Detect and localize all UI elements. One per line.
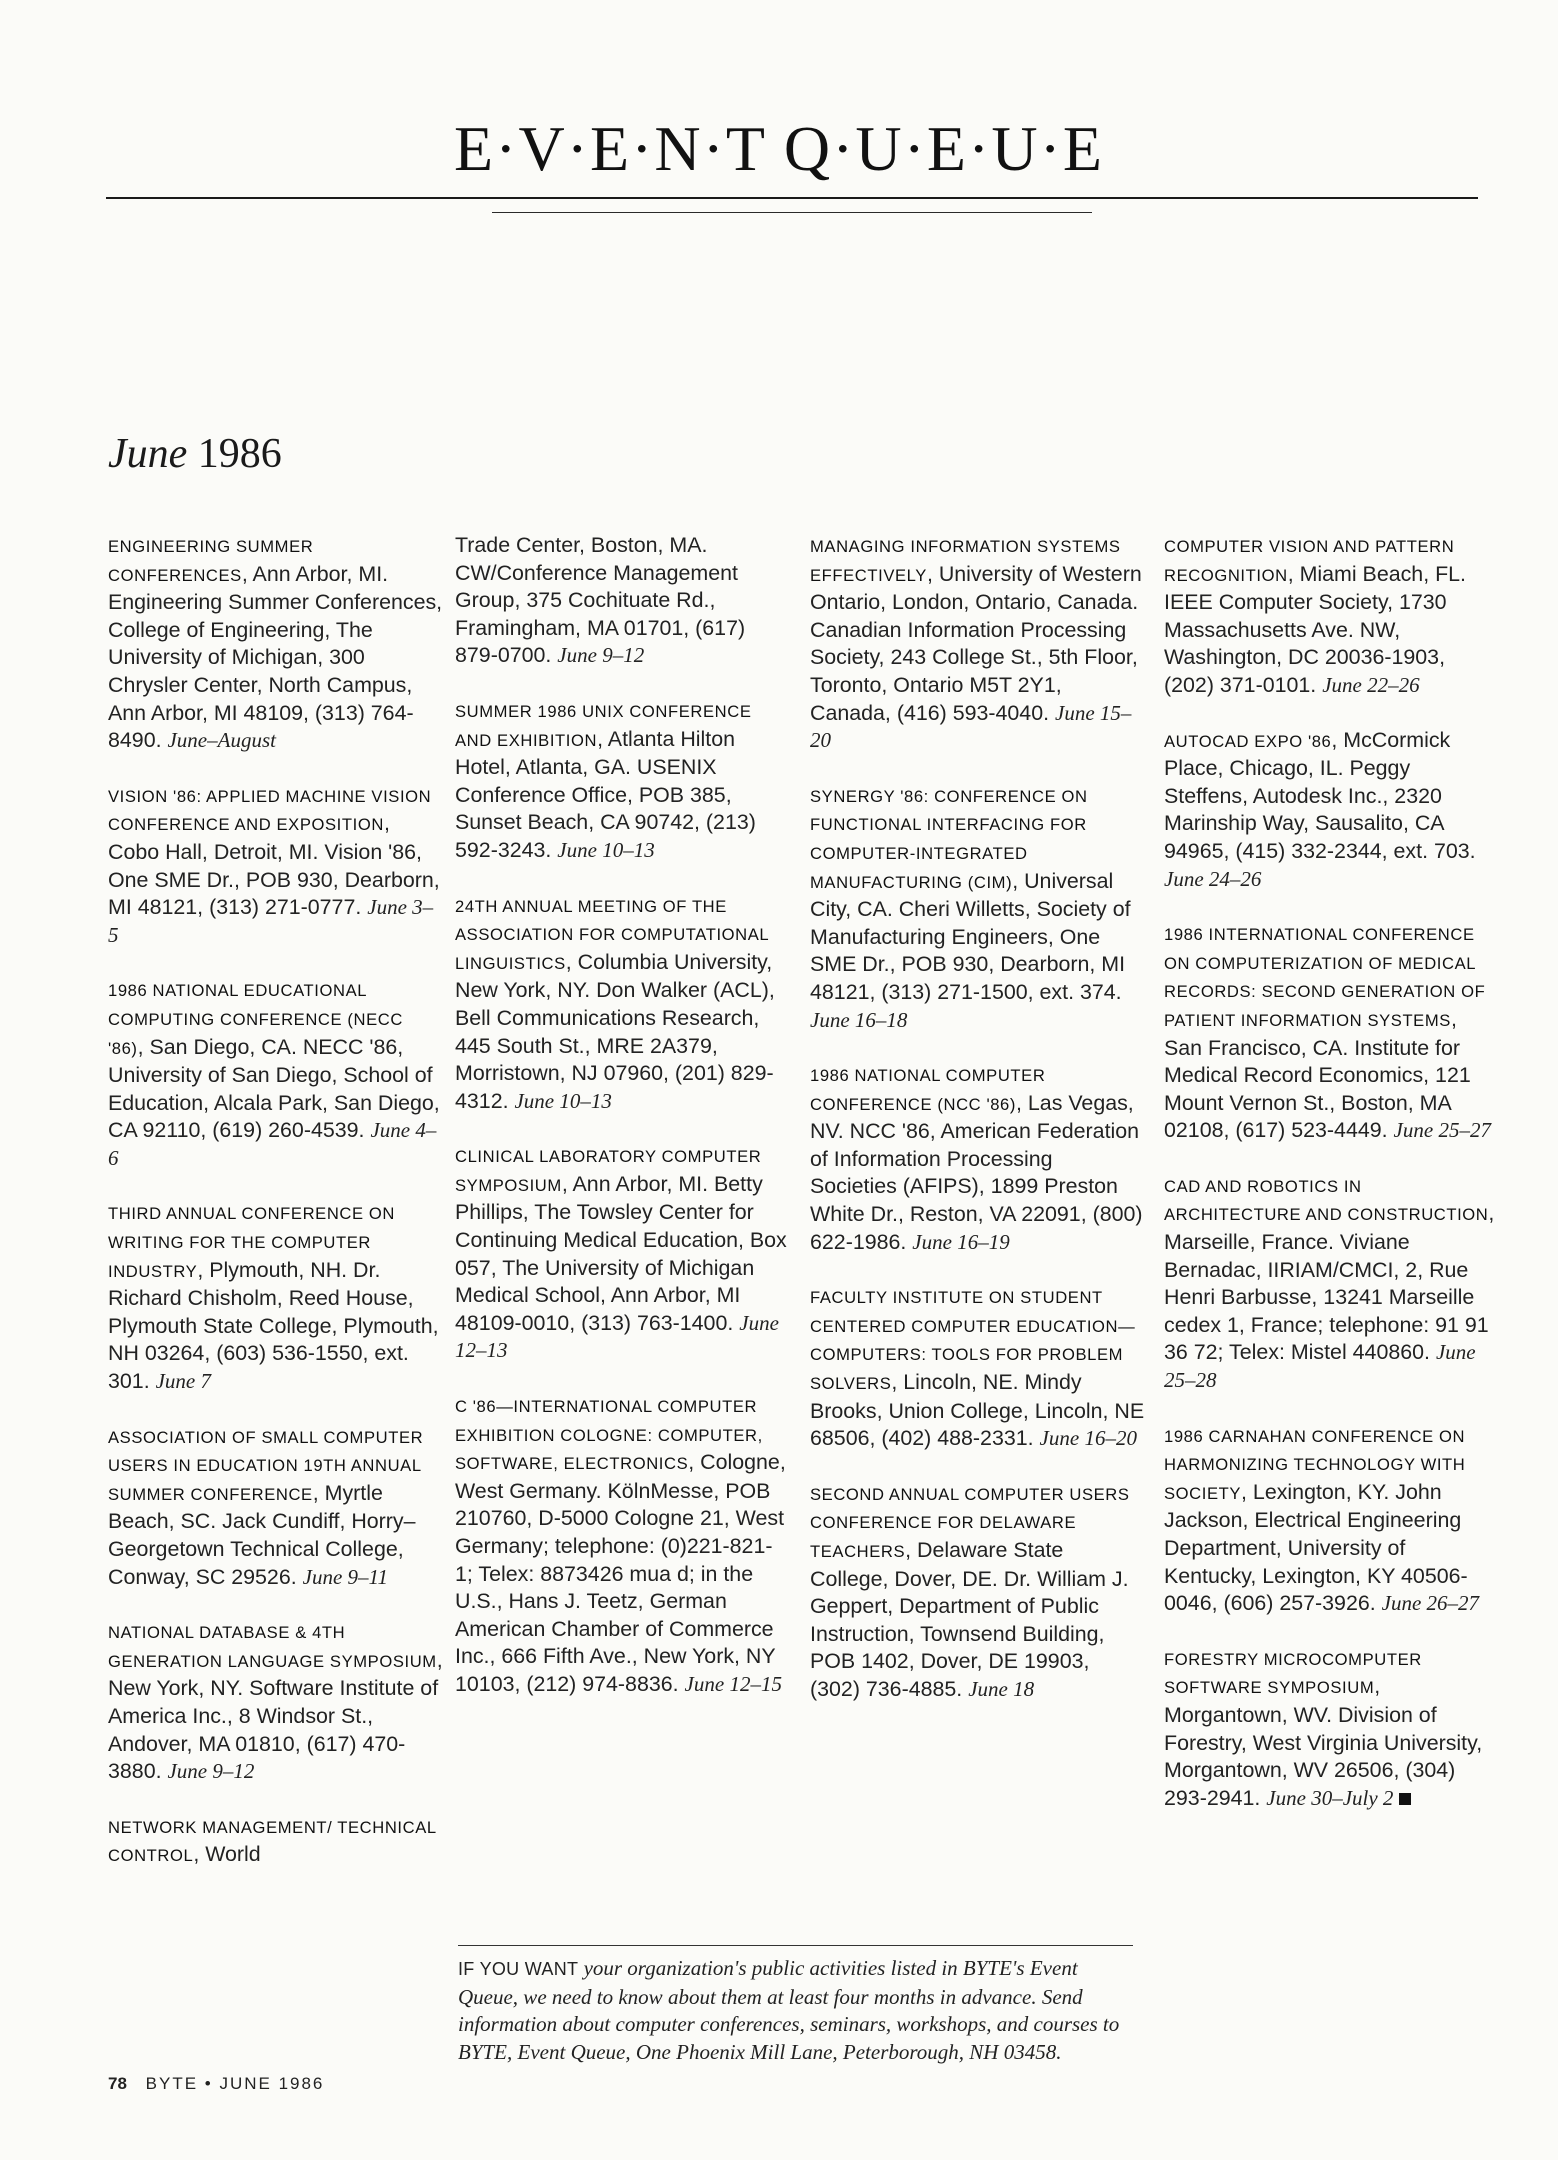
event-details: , Marseille, France. Viviane Bernadac, IIRIAM/CMCI, 2, Rue Henri Barbusse, 13241 Marseille cedex 1, France; telephone: 91 91 36 72; Telex: Mistel 440860. (1164, 1201, 1495, 1365)
header-subrule (492, 212, 1092, 213)
submission-note (458, 1955, 1138, 2066)
event-title: 24TH ANNUAL MEETING OF THE ASSOCIATION FOR COMPUTATIONAL LINGUISTICS (455, 896, 769, 973)
event-date: June 22–26 (1322, 672, 1420, 697)
note-rule (458, 1945, 1133, 1946)
event-details: , San Francisco, CA. Institute for Medical Record Economics, 121 Mount Vernon St., Boston, MA 02108, (617) 523-4449. (1164, 1006, 1471, 1143)
event-date: June 9–12 (557, 643, 645, 668)
event-title: THIRD ANNUAL CONFERENCE ON WRITING FOR THE COMPUTER INDUSTRY (108, 1204, 395, 1281)
event-entry (108, 1199, 443, 1395)
event-details: , Las Vegas, NV. NCC '86, American Federation of Information Processing Societies (AFIPS), 1899 Preston White Dr., Reston, VA 22091, (800) 622-1986. (810, 1090, 1143, 1254)
event-entry (455, 1392, 790, 1699)
event-title: 1986 CARNAHAN CONFERENCE ON HARMONIZING TECHNOLOGY WITH SOCIETY (1164, 1426, 1466, 1503)
event-title: SUMMER 1986 UNIX CONFERENCE AND EXHIBITION (455, 701, 752, 750)
event-title: NATIONAL DATABASE & 4TH GENERATION LANGUAGE SYMPOSIUM (108, 1623, 437, 1671)
event-entry (108, 1618, 443, 1786)
event-date: June 15–20 (810, 700, 1132, 753)
column-2 (455, 532, 790, 1726)
event-details: , World (193, 1842, 261, 1867)
event-title: MANAGING INFORMATION SYSTEMS EFFECTIVELY (810, 537, 1121, 585)
event-details: , Plymouth, NH. Dr. Richard Chisholm, Reed House, Plymouth State College, Plymouth, NH 03264, (603) 536-1550, ext. 301. (108, 1257, 439, 1394)
event-title: C '86—INTERNATIONAL COMPUTER EXHIBITION COLOGNE: COMPUTER, SOFTWARE, ELECTRONICS (455, 1397, 763, 1474)
event-entry (108, 1423, 443, 1592)
event-details: , Delaware State College, Dover, DE. Dr. William J. Geppert, Department of Public Instruction, Townsend Building, POB 1402, Dover, DE 19903, (302) 736-4885. (810, 1538, 1129, 1701)
event-details: , McCormick Place, Chicago, IL. Peggy Steffens, Autodesk Inc., 2320 Marinship Way, Sausalito, CA 94965, (415) 332-2344, ext. 703. (1164, 727, 1476, 863)
event-date: June 30–July 2 (1266, 1785, 1394, 1810)
event-details: , Myrtle Beach, SC. Jack Cundiff, Horry–Georgetown Technical College, Conway, SC 29526. (108, 1480, 416, 1589)
event-details: , Columbia University, New York, NY. Don Walker (ACL), Bell Communications Research, 445 South St., MRE 2A379, Morristown, NJ 07960, (201) 829-4312. (455, 949, 775, 1113)
event-entry (810, 1283, 1145, 1453)
event-date: June–August (167, 728, 276, 753)
event-date: June 16–18 (810, 1007, 908, 1032)
event-entry (1164, 920, 1499, 1145)
event-date: June 16–19 (912, 1229, 1010, 1254)
event-details: , Morgantown, WV. Division of Forestry, West Virginia University, Morgantown, WV 26506, (304) 293-2941. (1164, 1674, 1483, 1810)
note-body: your organization's public activities listed in BYTE's Event Queue, we need to know about them at least four months in advance. Send information about computer conferences, seminars, workshops, and courses to BYTE, Event Queue, One Phoenix Mill Lane, Peterborough, NH 03458. (458, 1956, 1120, 2064)
event-entry (1164, 1172, 1499, 1395)
event-entry (108, 1813, 443, 1870)
event-date: June 4–6 (108, 1118, 437, 1170)
month-heading (108, 430, 282, 478)
event-entry (810, 782, 1145, 1034)
event-date: June 9–11 (302, 1564, 388, 1589)
event-details: , San Diego, CA. NECC '86, University of San Diego, School of Education, Alcala Park, San Diego, CA 92110, (619) 260-4539. (108, 1034, 440, 1143)
event-details: , Lincoln, NE. Mindy Brooks, Union College, Lincoln, NE 68506, (402) 488-2331. (810, 1370, 1145, 1451)
event-entry (810, 1061, 1145, 1256)
event-details: , University of Western Ontario, London, Ontario, Canada. Canadian Information Processing Society, 243 College St., 5th Floor, Toronto, Ontario M5T 2Y1, Canada, (416) 593-4040. (810, 561, 1142, 725)
event-entry (1164, 1645, 1499, 1813)
event-title: VISION '86: APPLIED MACHINE VISION CONFERENCE AND EXPOSITION (108, 786, 432, 835)
event-details: , Ann Arbor, MI. Betty Phillips, The Towsley Center for Continuing Medical Education, Box 057, The University of Michigan Medical School, Ann Arbor, MI 48109-0010, (313) 763-1400. (455, 1171, 787, 1335)
event-title: COMPUTER VISION AND PATTERN RECOGNITION (1164, 537, 1455, 585)
event-date: June 16–20 (1039, 1426, 1137, 1451)
event-date: June 3–5 (108, 895, 434, 947)
event-entry (108, 532, 443, 755)
event-title: AUTOCAD EXPO '86 (1164, 731, 1332, 751)
page-footer (108, 2074, 324, 2094)
event-date: June 18 (968, 1676, 1035, 1701)
event-date: June 10–13 (514, 1088, 612, 1113)
event-entry (810, 1480, 1145, 1704)
event-title: CAD AND ROBOTICS IN ARCHITECTURE AND CONSTRUCTION (1164, 1176, 1489, 1225)
event-title: SYNERGY '86: CONFERENCE ON FUNCTIONAL INTERFACING FOR COMPUTER-INTEGRATED MANUFACTURING (CIM) (810, 786, 1088, 892)
header-rule (106, 197, 1478, 199)
event-date: June 12–15 (684, 1671, 782, 1696)
column-3 (810, 532, 1145, 1731)
event-entry (810, 532, 1145, 755)
event-details: , Cobo Hall, Detroit, MI. Vision '86, One SME Dr., POB 930, Dearborn, MI 48121, (313) 271-0777. (108, 811, 440, 920)
event-details: , Atlanta Hilton Hotel, Atlanta, GA. USENIX Conference Office, POB 385, Sunset Beach, CA 90742, (213) 592-3243. (455, 726, 756, 862)
event-entry (1164, 1422, 1499, 1618)
event-details: , Lexington, KY. John Jackson, Electrical Engineering Department, University of Kentucky, Lexington, KY 40506-0046, (606) 257-3926. (1164, 1479, 1468, 1616)
event-entry (455, 697, 790, 865)
event-date: June 25–27 (1393, 1118, 1491, 1143)
event-date: June 7 (155, 1369, 211, 1394)
event-entry (455, 1142, 790, 1365)
page-number: 78 (108, 2074, 127, 2093)
event-entry (1164, 532, 1499, 700)
event-date: June 25–28 (1164, 1340, 1476, 1393)
end-of-article-mark (1399, 1793, 1411, 1805)
event-entry (1164, 727, 1499, 894)
event-title: CLINICAL LABORATORY COMPUTER SYMPOSIUM (455, 1147, 762, 1195)
event-title: SECOND ANNUAL COMPUTER USERS CONFERENCE FOR DELAWARE TEACHERS (810, 1484, 1130, 1561)
note-lead: IF YOU WANT (458, 1959, 579, 1979)
event-details: , Miami Beach, FL. IEEE Computer Society, 1730 Massachusetts Ave. NW, Washington, DC 20036-1903, (202) 371-0101. (1164, 561, 1466, 697)
event-details: , Ann Arbor, MI. Engineering Summer Conferences, College of Engineering, The University of Michigan, 300 Chrysler Center, North Campus, Ann Arbor, MI 48109, (313) 764-8490. (108, 561, 443, 753)
event-entry (108, 976, 443, 1172)
event-details: , Cologne, West Germany. KölnMesse, POB 210760, D-5000 Cologne 21, West Germany; telephone: (0)221-821-1; Telex: 8873426 mua d; in the U.S., Hans J. Teetz, German American Chamber of Commerce Inc., 666 Fifth Ave., New York, NY 10103, (212) 974-8836. (455, 1450, 786, 1696)
event-date: June 12–13 (455, 1310, 779, 1363)
event-entry (455, 532, 790, 670)
event-title: NETWORK MANAGEMENT/ TECHNICAL CONTROL (108, 1817, 437, 1866)
event-date: June 9–12 (167, 1759, 255, 1784)
event-entry (455, 892, 790, 1116)
page-title: E·V·E·N·T Q·U·E·U·E (454, 113, 1104, 184)
event-date: June 24–26 (1164, 866, 1262, 891)
event-date: June 26–27 (1381, 1591, 1480, 1616)
column-4 (1164, 532, 1499, 1839)
event-details: , Universal City, CA. Cheri Willetts, Society of Manufacturing Engineers, One SME Dr., POB 930, Dearborn, MI 48121, (313) 271-1500, ext. 374. (810, 868, 1131, 1004)
publication-line: BYTE • JUNE 1986 (145, 2074, 325, 2093)
event-title: ASSOCIATION OF SMALL COMPUTER USERS IN EDUCATION 19TH ANNUAL SUMMER CONFERENCE (108, 1427, 424, 1504)
month-year: 1986 (197, 431, 282, 477)
event-title: 1986 NATIONAL COMPUTER CONFERENCE (NCC '86) (810, 1066, 1046, 1114)
event-entry (108, 782, 443, 950)
event-title: 1986 INTERNATIONAL CONFERENCE ON COMPUTERIZATION OF MEDICAL RECORDS: SECOND GENERATION OF PATIENT INFORMATION SYSTEMS (1164, 925, 1486, 1030)
event-title: ENGINEERING SUMMER CONFERENCES (108, 537, 314, 585)
event-date: June 10–13 (557, 837, 655, 862)
event-details: Trade Center, Boston, MA. CW/Conference Management Group, 375 Cochituate Rd., Framingham, MA 01701, (617) 879-0700. (455, 533, 746, 668)
event-title: FORESTRY MICROCOMPUTER SOFTWARE SYMPOSIUM (1164, 1649, 1422, 1698)
event-title: 1986 NATIONAL EDUCATIONAL COMPUTING CONFERENCE (NECC '86) (108, 981, 403, 1058)
event-details: , New York, NY. Software Institute of America Inc., 8 Windsor St., Andover, MA 01810, (617) 470-3880. (108, 1647, 443, 1784)
month-name: June (108, 431, 188, 477)
event-title: FACULTY INSTITUTE ON STUDENT CENTERED COMPUTER EDUCATION—COMPUTERS: TOOLS FOR PROBLEM SOLVERS (810, 1288, 1136, 1394)
column-1 (108, 532, 443, 1897)
